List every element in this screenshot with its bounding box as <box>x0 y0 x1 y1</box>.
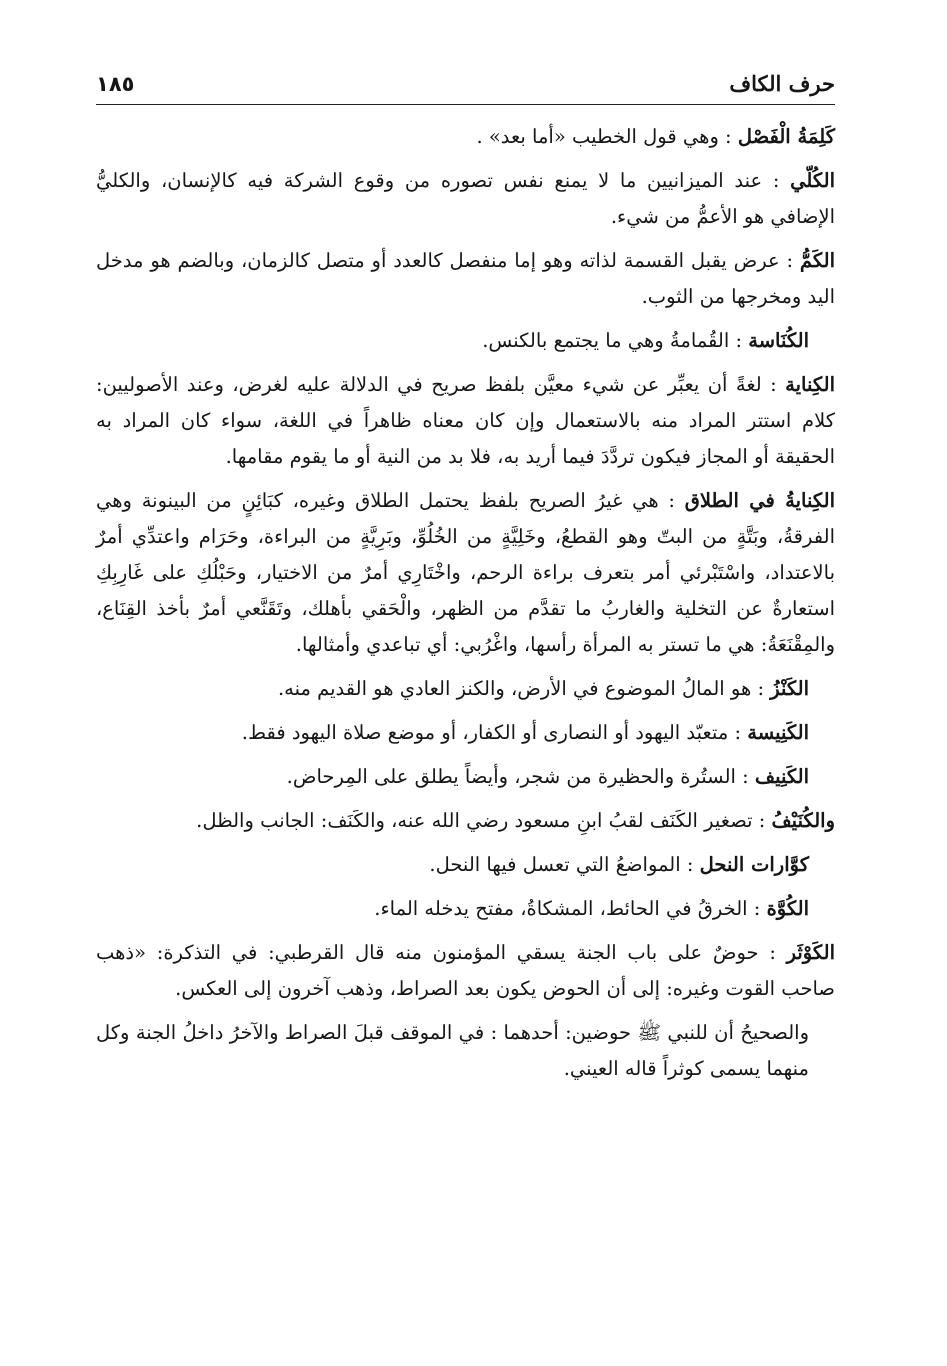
entry-term: الكَمُّ <box>799 249 835 272</box>
entry-text: : لغةً أن يعبِّر عن شيء معيَّن بلفظ صريح في الدلالة عليه لغرض، وعند الأصوليين: كلام استتر المراد منه بالاستعمال وإن كان معناه ظاهراً في اللغة، سواء كان المراد به الحقيقة أو المجاز فيكون تردَّدَ فيما أريد به، فلا بد من النية أو ما يقوم مقامها. <box>96 373 835 468</box>
entry-term: الكِناية <box>785 373 836 396</box>
header-rule <box>96 104 835 105</box>
entry-kawwarat-al-nahl <box>96 847 835 883</box>
entry-al-kinaya <box>96 367 835 475</box>
entry-term: الكَنْزُ <box>770 677 809 700</box>
entry-text: : الستُرة والحظيرة من شجر، وأيضاً يطلق على المِرحاض. <box>286 765 749 788</box>
entry-term: الكَوْثَر <box>786 941 836 964</box>
entry-term: الكُلّي <box>790 169 835 192</box>
entry-text: : تصغير الكَنَف لقبُ ابنِ مسعود رضي الله عنه، والكَنَف: الجانب والظل. <box>196 809 766 832</box>
entry-al-kanif <box>96 759 835 795</box>
entry-text: : الخرقُ في الحائط، المشكاةُ، مفتح يدخله الماء. <box>374 897 761 920</box>
entry-text: : هو المالُ الموضوع في الأرض، والكنز العادي هو القديم منه. <box>277 677 765 700</box>
entry-al-kunayf <box>96 803 835 839</box>
entry-term: كوَّارات النحل <box>699 853 809 876</box>
entry-al-kanz <box>96 671 835 707</box>
entry-al-kawthar <box>96 935 835 1007</box>
entry-term: الكَنِيف <box>754 765 809 788</box>
page-number: ١٨٥ <box>96 72 135 96</box>
page-header <box>96 62 835 96</box>
entry-term: كَلِمَةُ الْفَصْل <box>737 125 835 148</box>
entry-text: : هي غيرُ الصريح بلفظ يحتمل الطلاق وغيره، كبَائِنٍ من البينونة وهي الفرقةُ، وبَتَّةٍ من البتّ وهو القطعُ، وخَلِيَّةٍ من الخُلُوِّ، وبَرِيَّةٍ من البراءة، وحَرَام واعتدِّي أمرٌ بالاعتداد، واسْتَبْرئي أمر بتعرف براءة الرحم، واخْتَارِي أمرٌ من الاختيار، وحَبْلُكِ على غَارِبِكِ استعارةٌ عن التخلية والغاربُ ما تقدَّم من الظهر، والْحَقي بأهلك، وتَقَنَّعي أمرٌ بأخذ القِنَاع، والمِقْنَعَةُ: هي ما تستر به المرأة رأسها، واغْرُبي: أي تباعدي وأمثالها. <box>96 489 835 656</box>
entry-term: الكِنايةُ في الطلاق <box>684 489 835 512</box>
entry-text: : عند الميزانيين ما لا يمنع نفس تصوره من وقوع الشركة فيه كالإنسان، والكليُّ الإضافي هو الأعمُّ من شيء. <box>96 169 835 228</box>
entry-kalimat-al-fasl <box>96 119 835 155</box>
entry-al-kunasa <box>96 323 835 359</box>
entry-term: الكُنَاسة <box>748 329 809 352</box>
entry-al-kanisa <box>96 715 835 751</box>
entry-al-kawthar-continued <box>96 1015 835 1087</box>
entry-term: الكَنِيسة <box>747 721 809 744</box>
entry-text: : حوضٌ على باب الجنة يسقي المؤمنون منه قال القرطبي: في التذكرة: «ذهب صاحب القوت وغيره: إلى أن الحوض يكون بعد الصراط، وذهب آخرون إلى العكس. <box>96 941 835 1000</box>
entry-al-kamm <box>96 243 835 315</box>
page-content <box>96 119 835 1087</box>
entry-text: : متعبّد اليهود أو النصارى أو الكفار، أو موضع صلاة اليهود فقط. <box>241 721 742 744</box>
entry-term: الكُوَّة <box>766 897 809 920</box>
entry-text: : عرض يقبل القسمة لذاته وهو إما منفصل كالعدد أو متصل كالزمان، وبالضم هو مدخل اليد ومخرجها من الثوب. <box>96 249 835 308</box>
entry-text: : وهي قول الخطيب «أما بعد» . <box>476 125 732 148</box>
entry-text: : المواضعُ التي تعسل فيها النحل. <box>429 853 694 876</box>
entry-term: والكُنَيْفُ <box>771 809 835 832</box>
entry-al-kuwwa <box>96 891 835 927</box>
entry-al-kinaya-fi-al-talaq <box>96 483 835 663</box>
entry-al-kulli <box>96 163 835 235</box>
entry-text: والصحيحُ أن للنبي ﷺ حوضين: أحدهما : في الموقف قبلَ الصراط والآخرُ داخلُ الجنة وكل منهما يسمى كوثراً قاله العيني. <box>96 1021 809 1080</box>
chapter-title: حرف الكاف <box>729 71 835 96</box>
entry-text: : القُمامةُ وهي ما يجتمع بالكنس. <box>482 329 743 352</box>
